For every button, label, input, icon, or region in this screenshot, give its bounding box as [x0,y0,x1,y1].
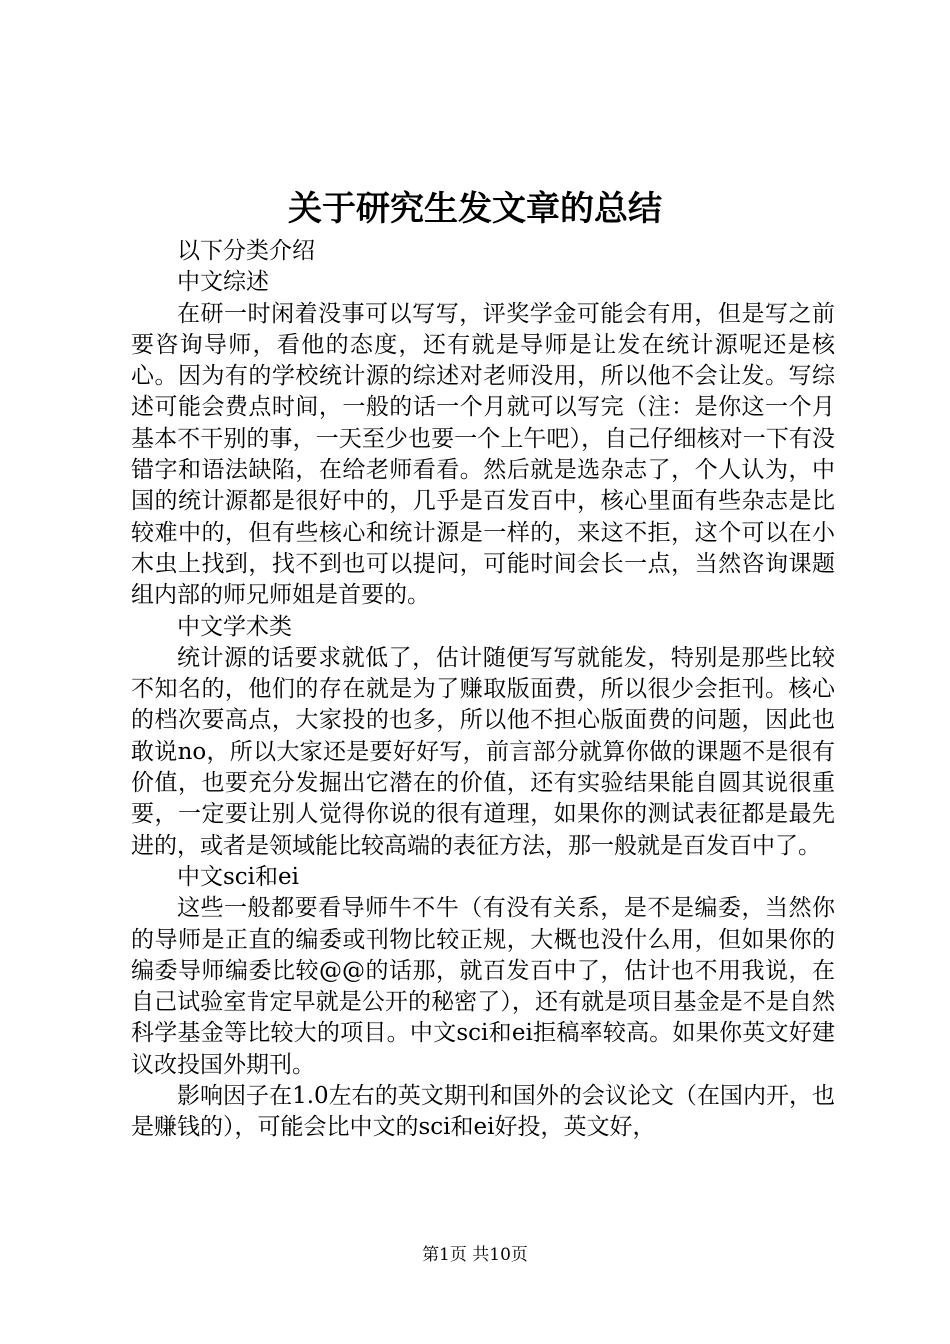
page-footer: 第1页 共10页 [422,1245,528,1265]
body-paragraph: 这些一般都要看导师牛不牛（有没有关系，是不是编委，当然你的导师是正直的编委或刊物比较正规，大概也没什么用，但如果你的编委导师编委比较@@的话那，就百发百中了，估计也不用我说，在自己试验室肯定早就是公开的秘密了），还有就是项目基金是不是自然科学基金等比较大的项目。中文sci和ei拒稿率较高。如果你英文好建议改投国外期刊。 [131,895,835,1078]
section-heading-chinese-academic: 中文学术类 [177,613,292,640]
section-heading-chinese-review: 中文综述 [177,269,269,296]
body-paragraph: 在研一时闲着没事可以写写，评奖学金可能会有用，但是写之前要咨询导师，看他的态度，还有就是导师是让发在统计源呢还是核心。因为有的学校统计源的综述对老师没用，所以他不会让发。写综述可能会费点时间，一般的话一个月就可以写完（注：是你这一个月基本不干别的事，一天至少也要一个上午吧），自己仔细核对一下有没错字和语法缺陷，在给老师看看。然后就是选杂志了，个人认为，中国的统计源都是很好中的，几乎是百发百中，核心里面有些杂志是比较难中的，但有些核心和统计源是一样的，来这不拒，这个可以在小木虫上找到，找不到也可以提问，可能时间会长一点，当然咨询课题组内部的师兄师姐是首要的。 [131,300,835,609]
body-paragraph: 影响因子在1.0左右的英文期刊和国外的会议论文（在国内开，也是赚钱的），可能会比中文的sci和ei好投，英文好， [131,1083,835,1141]
section-intro: 以下分类介绍 [177,238,315,264]
section-heading-chinese-sci-ei: 中文sci和ei [177,863,300,890]
document-title: 关于研究生发文章的总结 [288,189,662,229]
body-paragraph: 统计源的话要求就低了，估计随便写写就能发，特别是那些比较不知名的，他们的存在就是为了赚取版面费，所以很少会拒刊。核心的档次要高点，大家投的也多，所以他不担心版面费的问题，因此也敢说no，所以大家还是要好好写，前言部分就算你做的课题不是很有价值，也要充分发掘出它潜在的价值，还有实验结果能自圆其说很重要，一定要让别人觉得你说的很有道理，如果你的测试表征都是最先进的，或者是领域能比较高端的表征方法，那一般就是百发百中了。 [131,644,835,859]
document-body [131,236,835,1144]
